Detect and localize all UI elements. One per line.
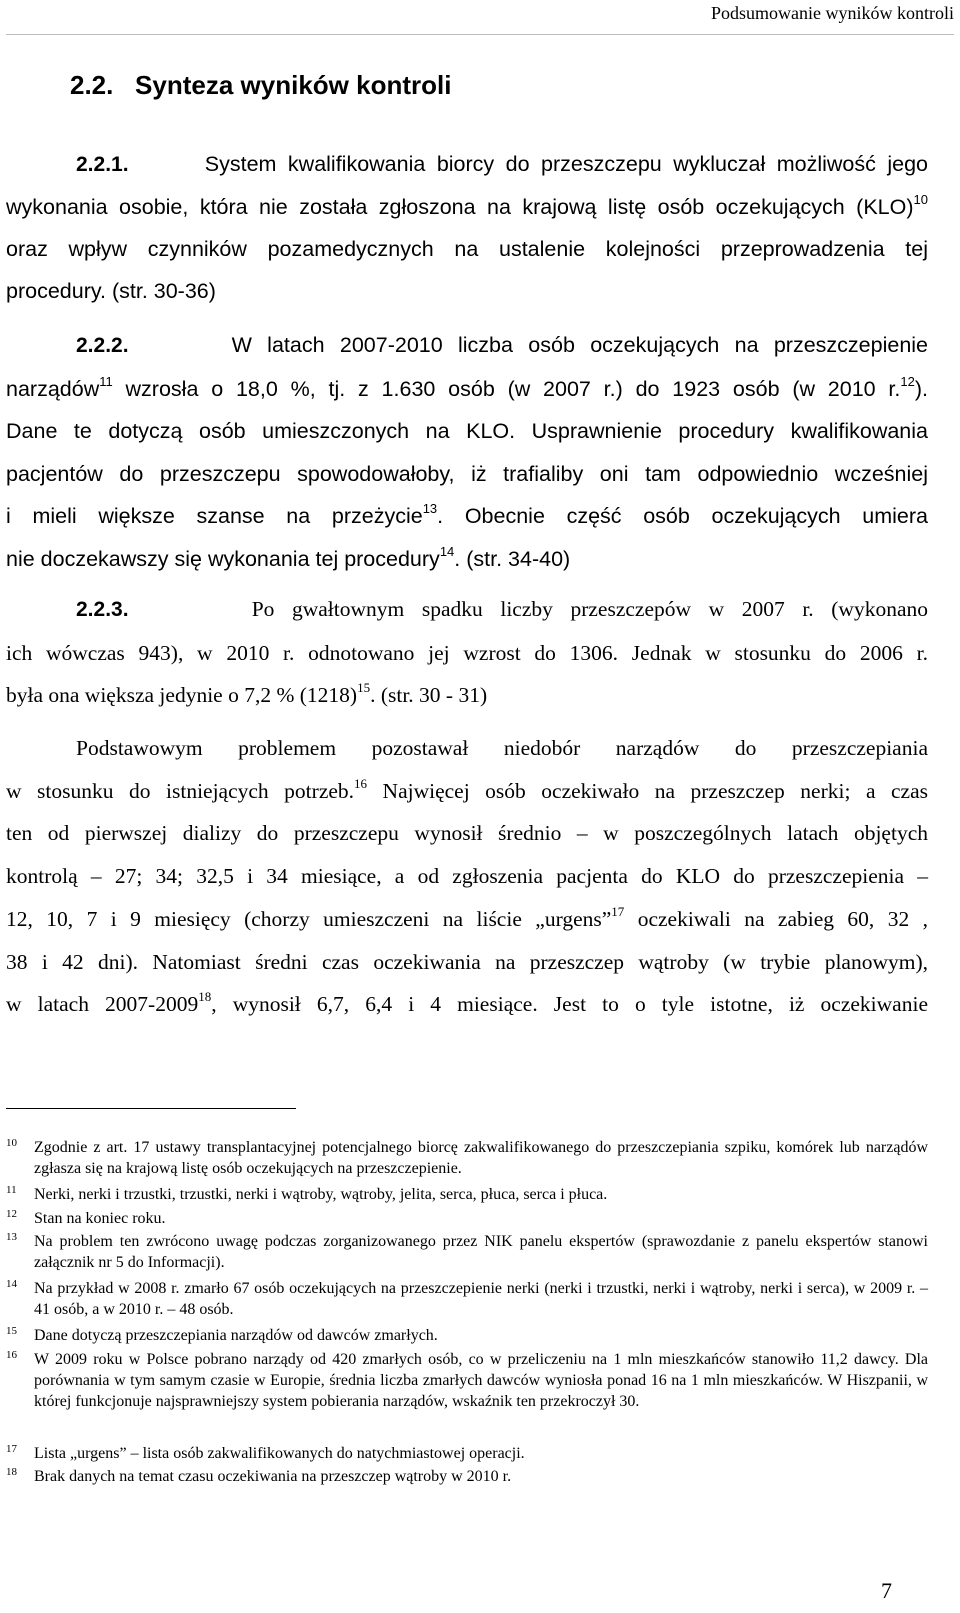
footnote-ref[interactable]: 11 <box>99 373 113 389</box>
p4-line-3: ten od pierwszej dializy do przeszczepu wynosił średnio – w poszczególnych latach objętych <box>6 821 928 846</box>
footnote-10: 10 Zgodnie z art. 17 ustawy transplantacyjnej potencjalnego biorcę zakwalifikowanego do przeszczepiania szpiku, komórek lub narządów zgłasza się na krajową listę osób oczekujących na przeszczepienie. <box>6 1137 928 1179</box>
footnote-number: 10 <box>6 1137 17 1149</box>
footnote-ref[interactable]: 16 <box>354 775 368 791</box>
page-number: 7 <box>881 1578 892 1603</box>
footnote-18: 18 Brak danych na temat czasu oczekiwania na przeszczep wątroby w 2010 r. <box>6 1466 928 1487</box>
p2-line-3: Dane te dotyczą osób umieszczonych na KLO. Usprawnienie procedury kwalifikowania <box>6 419 928 443</box>
p4-line-6: 38 i 42 dni). Natomiast średni czas oczekiwania na przeszczep wątroby (w trybie planowym), <box>6 949 928 974</box>
p4-line-5: 12, 10, 7 i 9 miesięcy (chorzy umieszczeni na liście „urgens”$^{17}$ oczekiwali na zabieg 60, 32 , <box>6 903 928 931</box>
section-title: Synteza wyników kontroli <box>135 70 452 100</box>
p4-line-1: Podstawowym problemem pozostawał niedobór narządów do przeszczepiania <box>76 736 928 760</box>
footnote-ref[interactable]: 17 <box>611 903 625 919</box>
footnote-number: 11 <box>6 1184 17 1196</box>
footnote-ref[interactable]: 15 <box>357 680 371 695</box>
footnote-12: 12 Stan na koniec roku. <box>6 1208 928 1229</box>
p4-line-7: w latach 2007-2009$^{18}$, wynosił 6,7, 6,4 i 4 miesiące. Jest to o tyle istotne, iż oczekiwanie <box>6 989 928 1017</box>
footnote-14: 14 Na przykład w 2008 r. zmarło 67 osób oczekujących na przeszczepienie nerki (nerki i trzustki, nerki i wątroby, nerki i serca), w 2009 r. – 41 osób, a w 2010 r. – 48 osób. <box>6 1278 928 1320</box>
footnote-number: 13 <box>6 1231 17 1243</box>
p3-line-3: była ona większa jedynie o 7,2 % $(1218)^{15}$. (str. 30 - 31) <box>6 680 488 707</box>
footnote-ref[interactable]: 13 <box>422 501 438 516</box>
footnote-number: 15 <box>6 1325 17 1337</box>
p2-line-5: i mieli większe szanse na przeżycie$^{13}$. Obecnie część osób oczekujących umiera <box>6 501 928 528</box>
footnote-ref[interactable]: 18 <box>198 989 212 1005</box>
footnote-number: 18 <box>6 1466 17 1478</box>
footnote-number: 17 <box>6 1443 17 1455</box>
section-number: 2.2. <box>70 70 114 100</box>
footnote-number: 12 <box>6 1208 17 1220</box>
footnote-ref[interactable]: 12 <box>900 373 915 389</box>
p1-line-2: wykonania osobie, która nie została zgłoszona na krajową listę osób oczekujących (KLO)$^{10}$ <box>6 192 928 219</box>
p2-line-1: 2.2.2. W latach 2007-2010 liczba osób oczekujących na przeszczepienie <box>76 333 929 357</box>
p1-line-1: 2.2.1. System kwalifikowania biorcy do przeszczepu wykluczał możliwość jego <box>76 152 928 176</box>
footnote-ref[interactable]: 14 <box>439 543 455 559</box>
footnote-separator <box>6 1108 296 1109</box>
p4-line-4: kontrolą – 27; 34; 32,5 i 34 miesiące, a od zgłoszenia pacjenta do KLO do przeszczepienia – <box>6 864 928 889</box>
header-rule <box>6 34 954 35</box>
point-number: 2.2.3. <box>76 598 129 621</box>
point-number: 2.2.2. <box>76 334 129 357</box>
p1-line-3: oraz wpływ czynników pozamedycznych na ustalenie kolejności przeprowadzenia tej <box>6 237 928 261</box>
point-number: 2.2.1. <box>76 153 129 176</box>
paragraph-shortage <box>6 727 928 1026</box>
footnote-ref[interactable]: 10 <box>913 192 928 207</box>
footnote-13: 13 Na problem ten zwrócono uwagę podczas zorganizowanego przez NIK panelu ekspertów (sprawozdanie z panelu ekspertów stanowi załącznik nr 5 do Informacji). <box>6 1231 928 1273</box>
p2-line-2: narządów$^{11}$ wzrosła o 18,0 %, tj. z 1.630 osób (w 2007 r.) do 1923 osób (w 2010 r.$^{12}$). <box>6 373 928 401</box>
paragraph-2-2-2 <box>6 324 928 580</box>
paragraph-2-2-1 <box>6 143 928 312</box>
section-heading <box>70 70 451 101</box>
footnote-number: 16 <box>6 1349 17 1361</box>
footnote-16: 16 W 2009 roku w Polsce pobrano narządy od 420 zmarłych osób, co w przeliczeniu na 1 mln mieszkańców stanowiło 11,2 dawcy. Dla porównania w tym samym czasie w Europie, średnia liczba zmarłych dawców wyniosła ponad 16 na 1 mln mieszkańców. W Hiszpanii, w której funkcjonuje najsprawniejszy system pobierania narządów, wskaźnik ten przekroczył 30. <box>6 1349 928 1412</box>
p1-line-4: procedury. (str. 30-36) <box>6 279 216 303</box>
footnote-15: 15 Dane dotyczą przeszczepiania narządów od dawców zmarłych. <box>6 1325 928 1346</box>
footnote-17: 17 Lista „urgens” – lista osób zakwalifikowanych do natychmiastowej operacji. <box>6 1443 928 1464</box>
p2-line-4: pacjentów do przeszczepu spowodowałoby, iż trafialiby oni tam odpowiednio wcześniej <box>6 461 928 486</box>
running-header: Podsumowanie wyników kontroli <box>711 3 954 23</box>
p3-line-2: ich wówczas 943), w 2010 r. odnotowano jej wzrost do 1306. Jednak w stosunku do 2006 r. <box>6 640 928 665</box>
p4-line-2: w stosunku do istniejących potrzeb.$^{16}$ Najwięcej osób oczekiwało na przeszczep nerki; a czas <box>6 775 928 803</box>
paragraph-2-2-3 <box>6 588 928 717</box>
footnote-number: 14 <box>6 1278 17 1290</box>
p2-line-6: nie doczekawszy się wykonania tej procedury$^{14}$. (str. 34-40) <box>6 543 571 571</box>
p3-line-1: 2.2.3. Po gwałtownym spadku liczby przeszczepów w 2007 r. (wykonano <box>76 597 928 621</box>
footnote-11: 11 Nerki, nerki i trzustki, trzustki, nerki i wątroby, wątroby, jelita, serca, płuca, serca i płuca. <box>6 1184 928 1205</box>
